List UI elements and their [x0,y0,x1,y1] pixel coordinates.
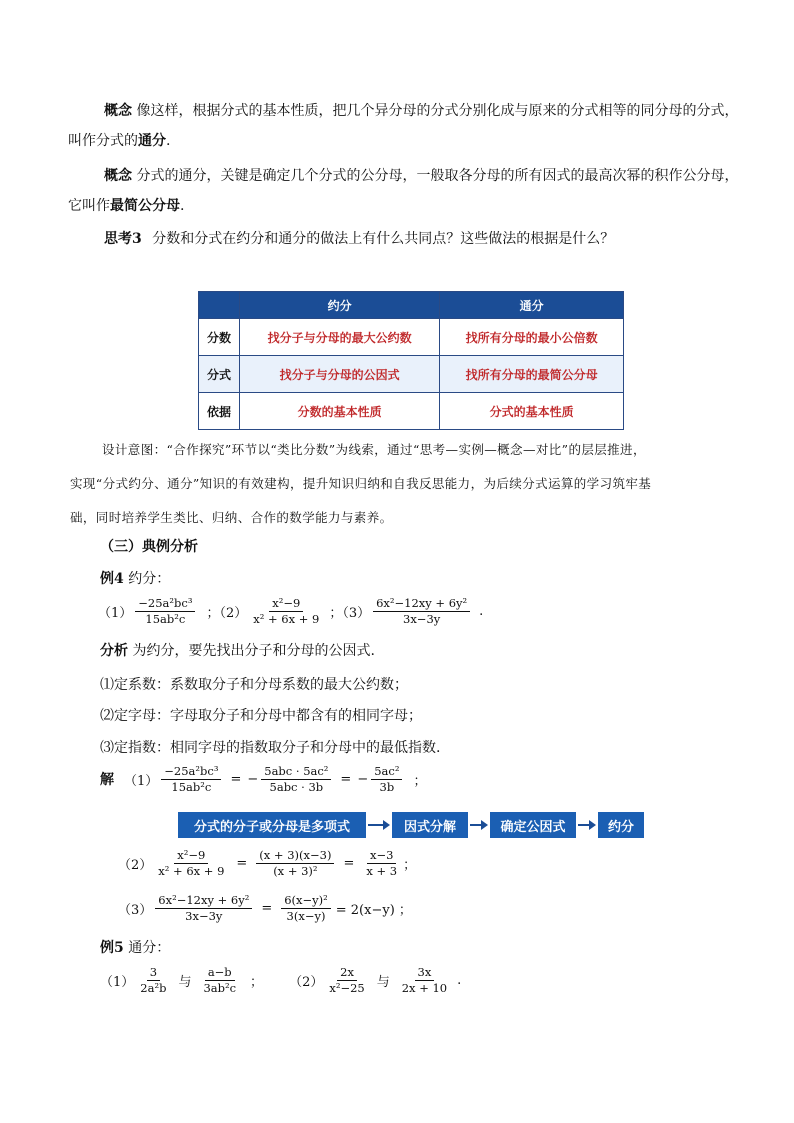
equals-sign: = [340,772,352,787]
fraction [373,596,470,627]
example-5-heading [100,938,170,958]
example-label: 例5 [100,940,124,956]
problem-index: （3） [118,903,153,918]
result: = 2(x−y) ； [335,903,412,918]
problem-index: （1） [124,774,159,789]
row-head: 依据 [199,393,240,430]
design-line-2: 实现“分式约分、通分”知识的有效建构，提升知识归纳和自我反思能力，为后续分式运算的学习筑牢基 [70,476,652,491]
fraction [137,965,169,996]
numerator: 3x [415,965,435,981]
concept-2-line-2 [68,196,184,216]
denominator: 15ab²c [171,780,212,794]
problem-index: （2） [289,975,324,990]
problem-index: ；（3） [329,606,371,621]
table-row [199,319,624,356]
numerator: (x + 3)(x−3) [256,848,334,864]
numerator: 3 [147,965,160,981]
concept-1-line-1 [104,101,738,121]
table-cell: 分数的基本性质 [240,393,440,430]
semicolon: ； [413,774,427,789]
period: . [457,973,462,988]
design-line-1: 设计意图：“合作探究”环节以“类比分数”为线索，通过“思考—实例—概念—对比”的层层推进， [102,442,646,457]
think-label: 思考3 [104,231,142,247]
example-4-problems [98,596,483,627]
numerator: 2x [337,965,357,981]
analysis-step-3: ⑶定指数：相同字母的指数取分子和分母中的最低指数. [100,740,441,756]
numerator: −25a²bc³ [161,764,221,780]
denominator: 3b [379,780,395,794]
solution-3 [118,893,412,924]
problem-index: （1） [98,606,133,621]
numerator: 5ac² [371,764,402,780]
fraction [261,764,331,795]
table-cell: 分式的基本性质 [440,393,624,430]
semicolon: ； [403,858,417,873]
row-head: 分数 [199,319,240,356]
flow-step-common-factor: 确定公因式 [490,812,576,838]
table-row [199,356,624,393]
example-title: 通分： [128,940,171,956]
analysis-step-1: ⑴定系数：系数取分子和分母系数的最大公约数； [100,677,408,693]
table-corner [199,292,240,319]
numerator: 6x²−12xy + 6y² [155,893,252,909]
solution-label: 解 [100,771,114,788]
section-heading: （三）典例分析 [100,539,198,555]
flow-step-polynomial: 分式的分子或分母是多项式 [178,812,366,838]
solution-1 [100,764,426,795]
denominator: 3(x−y) [286,909,326,923]
concept-label: 概念 [104,168,132,184]
solution-2 [118,848,416,879]
numerator: x²−9 [269,596,303,612]
period: . [479,604,484,619]
flow-step-reduce: 约分 [598,812,644,838]
analysis-step-2: ⑵定字母：字母取分子和分母中都含有的相同字母； [100,708,422,724]
concept-text: 它叫作 [68,198,110,214]
example-title: 约分： [128,571,171,587]
flow-step-factorize: 因式分解 [392,812,468,838]
problem-index: （1） [100,975,135,990]
numerator: −25a²bc³ [135,596,195,612]
analysis-text: 为约分，要先找出分子和分母的公因式. [132,643,375,659]
analysis [100,641,375,661]
fraction [155,893,252,924]
arrow-icon [578,824,594,826]
denominator: 5abc · 3b [269,780,324,794]
numerator: x−3 [367,848,396,864]
design-line-3: 础，同时培养学生类比、归纳、合作的数学能力与素养。 [70,510,393,525]
header-yuefen: 约分 [240,292,440,319]
conjunction: 与 [376,975,390,990]
term-simplest-common-denominator: 最简公分母 [110,198,180,214]
concept-text: 分式的通分，关键是确定几个分式的公分母，一般取各分母的所有因式的最高次幂的积作公分母， [136,168,739,184]
problem-index: ；（2） [206,606,248,621]
problem-index: （2） [118,858,153,873]
semicolon: ； [250,975,264,990]
table-cell: 找分子与分母的最大公约数 [240,319,440,356]
fraction [135,596,195,627]
minus-sign: − [357,772,369,787]
equals-sign: = [343,856,355,871]
numerator: x²−9 [174,848,208,864]
think-3 [104,229,614,249]
conjunction: 与 [178,975,192,990]
table-cell: 找所有分母的最简公分母 [440,356,624,393]
fraction [281,893,331,924]
denominator: 3x−3y [403,612,441,626]
numerator: 5abc · 5ac² [261,764,331,780]
think-text: 分数和分式在约分和通分的做法上有什么共同点？这些做法的根据是什么？ [152,231,615,247]
concept-text: 叫作分式的 [68,133,138,149]
denominator: 15ab²c [145,612,186,626]
fraction [256,848,334,879]
fraction [371,764,402,795]
numerator: a−b [205,965,235,981]
arrow-icon [470,824,486,826]
fraction [250,596,322,627]
table-cell: 找分子与分母的公因式 [240,356,440,393]
equals-sign: = [230,772,242,787]
term-tongfen: 通分 [138,133,166,149]
table-row [199,393,624,430]
fraction [155,848,227,879]
denominator: 2a²b [140,981,167,995]
table-header-row [199,292,624,319]
period: . [166,133,171,149]
example-5-problems [100,965,461,996]
denominator: x²−25 [329,981,365,995]
fraction [363,848,400,879]
row-head: 分式 [199,356,240,393]
comparison-table [198,291,624,430]
fraction [326,965,367,996]
denominator: x² + 6x + 9 [158,864,225,878]
example-label: 例4 [100,571,124,587]
header-tongfen: 通分 [440,292,624,319]
denominator: 3ab²c [203,981,237,995]
minus-sign: − [247,772,259,787]
example-4-heading [100,569,170,589]
denominator: 2x + 10 [401,981,448,995]
fraction [161,764,221,795]
fraction [200,965,239,996]
concept-text: 像这样，根据分式的基本性质，把几个异分母的分式分别化成与原来的分式相等的同分母的分式， [136,103,739,119]
denominator: (x + 3)² [273,864,318,878]
table-cell: 找所有分母的最小公倍数 [440,319,624,356]
denominator: 3x−3y [185,909,223,923]
concept-2-line-1 [104,166,738,186]
concept-label: 概念 [104,103,132,119]
analysis-label: 分析 [100,643,128,659]
period: . [180,198,185,214]
fraction [399,965,450,996]
equals-sign: = [261,901,273,916]
numerator: 6(x−y)² [281,893,331,909]
equals-sign: = [236,856,248,871]
denominator: x² + 6x + 9 [253,612,320,626]
arrow-icon [368,824,388,826]
numerator: 6x²−12xy + 6y² [373,596,470,612]
concept-1-line-2 [68,131,170,151]
denominator: x + 3 [366,864,398,878]
